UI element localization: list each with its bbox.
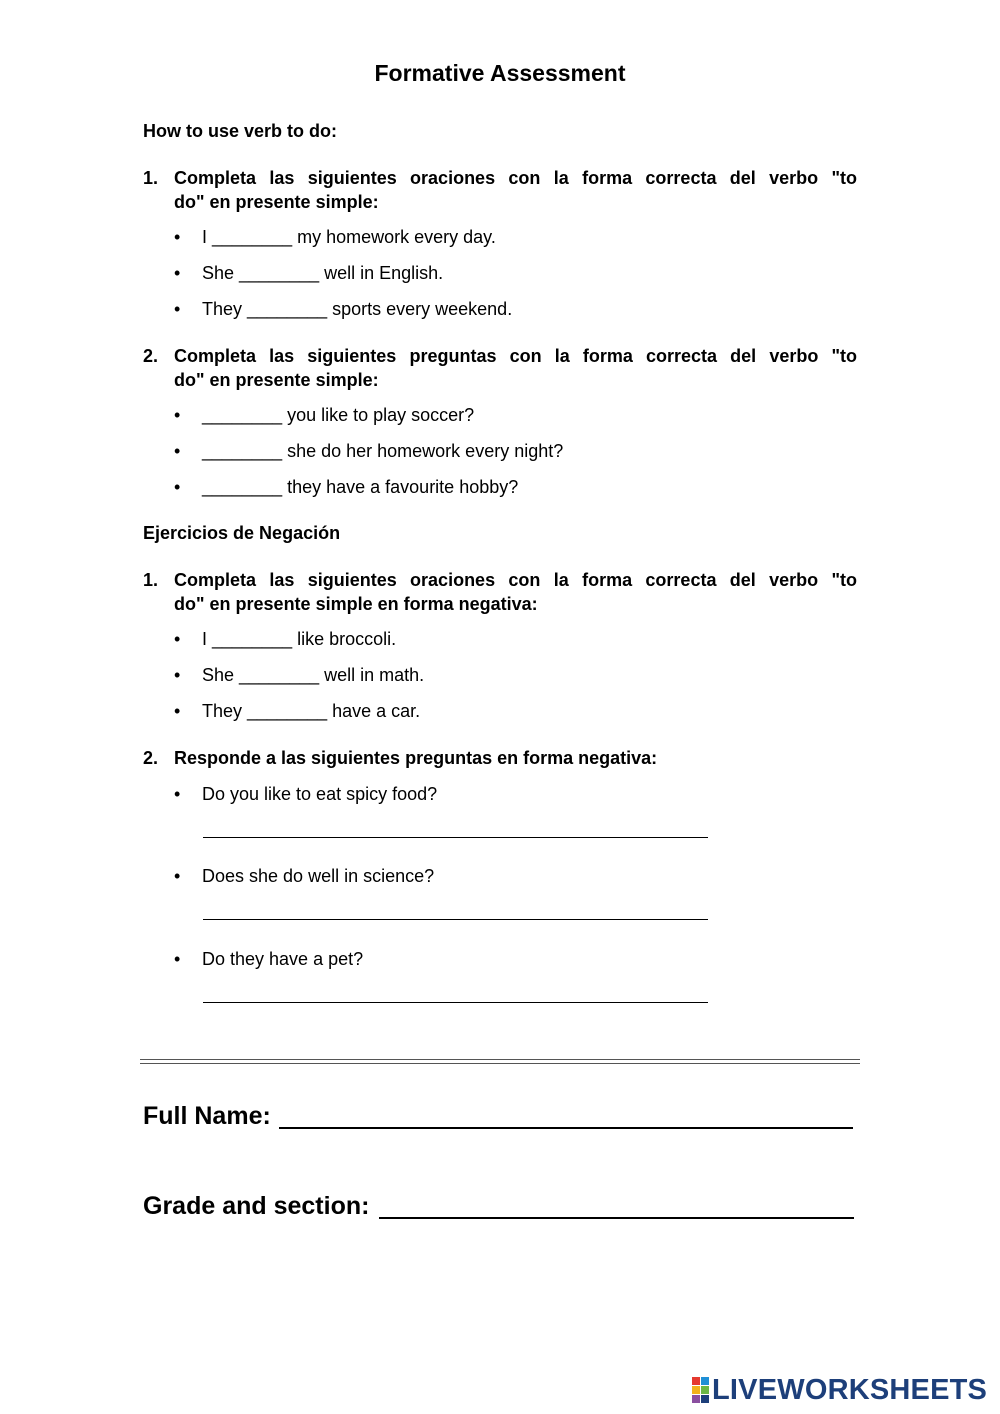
liveworksheets-logo[interactable] [692,1374,987,1406]
logo-square [692,1377,700,1385]
section-heading-negation: Ejercicios de Negación [143,523,341,543]
logo-mark-icon [692,1377,709,1403]
instruction-line: do" en presente simple en forma negativa: [174,594,538,614]
exercise-item: ________ she do her homework every night? [202,441,564,461]
grade-section-label: Grade and section: [143,1192,370,1220]
bullet: • [174,784,181,804]
logo-square [701,1386,709,1394]
bullet: • [174,701,181,721]
exercise-item: I ________ my homework every day. [202,227,496,247]
question-instruction [174,166,857,214]
instruction-line: do" en presente simple: [174,192,379,212]
instruction-line: do" en presente simple: [174,370,379,390]
question-number: 2. [143,346,159,366]
exercise-item: She ________ well in English. [202,263,444,283]
logo-square [701,1395,709,1403]
bullet: • [174,477,181,497]
exercise-item: She ________ well in math. [202,665,425,685]
grade-section-input[interactable] [379,1217,854,1219]
logo-square [692,1395,700,1403]
instruction-line: Completa las siguientes preguntas con la forma correcta del verbo "to [174,346,857,366]
bullet: • [174,629,181,649]
question-number: 2. [143,748,159,768]
instruction-line: Completa las siguientes oraciones con la forma correcta del verbo "to [174,168,857,188]
exercise-item: ________ they have a favourite hobby? [202,477,519,497]
answer-line[interactable] [203,1002,708,1003]
section-heading-verb-to-do: How to use verb to do: [143,121,338,141]
exercise-item: ________ you like to play soccer? [202,405,475,425]
bullet: • [174,665,181,685]
question-instruction: Responde a las siguientes preguntas en forma negativa: [174,748,658,768]
exercise-item: Do you like to eat spicy food? [202,784,438,804]
page-title: Formative Assessment [374,60,626,86]
logo-text: LIVEWORKSHEETS [712,1373,988,1406]
bullet: • [174,263,181,283]
exercise-item: Does she do well in science? [202,866,435,886]
full-name-label: Full Name: [143,1102,271,1130]
answer-line[interactable] [203,919,708,920]
instruction-line: Completa las siguientes oraciones con la forma correcta del verbo "to [174,570,857,590]
bullet: • [174,949,181,969]
question-number: 1. [143,570,159,590]
exercise-item: They ________ sports every weekend. [202,299,513,319]
full-name-input[interactable] [279,1127,853,1129]
bullet: • [174,299,181,319]
bullet: • [174,441,181,461]
logo-square [692,1386,700,1394]
bullet: • [174,227,181,247]
bullet: • [174,866,181,886]
question-number: 1. [143,168,159,188]
section-divider [140,1059,860,1064]
exercise-item: They ________ have a car. [202,701,421,721]
question-instruction [174,568,857,616]
answer-line[interactable] [203,837,708,838]
bullet: • [174,405,181,425]
exercise-item: I ________ like broccoli. [202,629,397,649]
logo-square [701,1377,709,1385]
question-instruction [174,344,857,392]
exercise-item: Do they have a pet? [202,949,364,969]
